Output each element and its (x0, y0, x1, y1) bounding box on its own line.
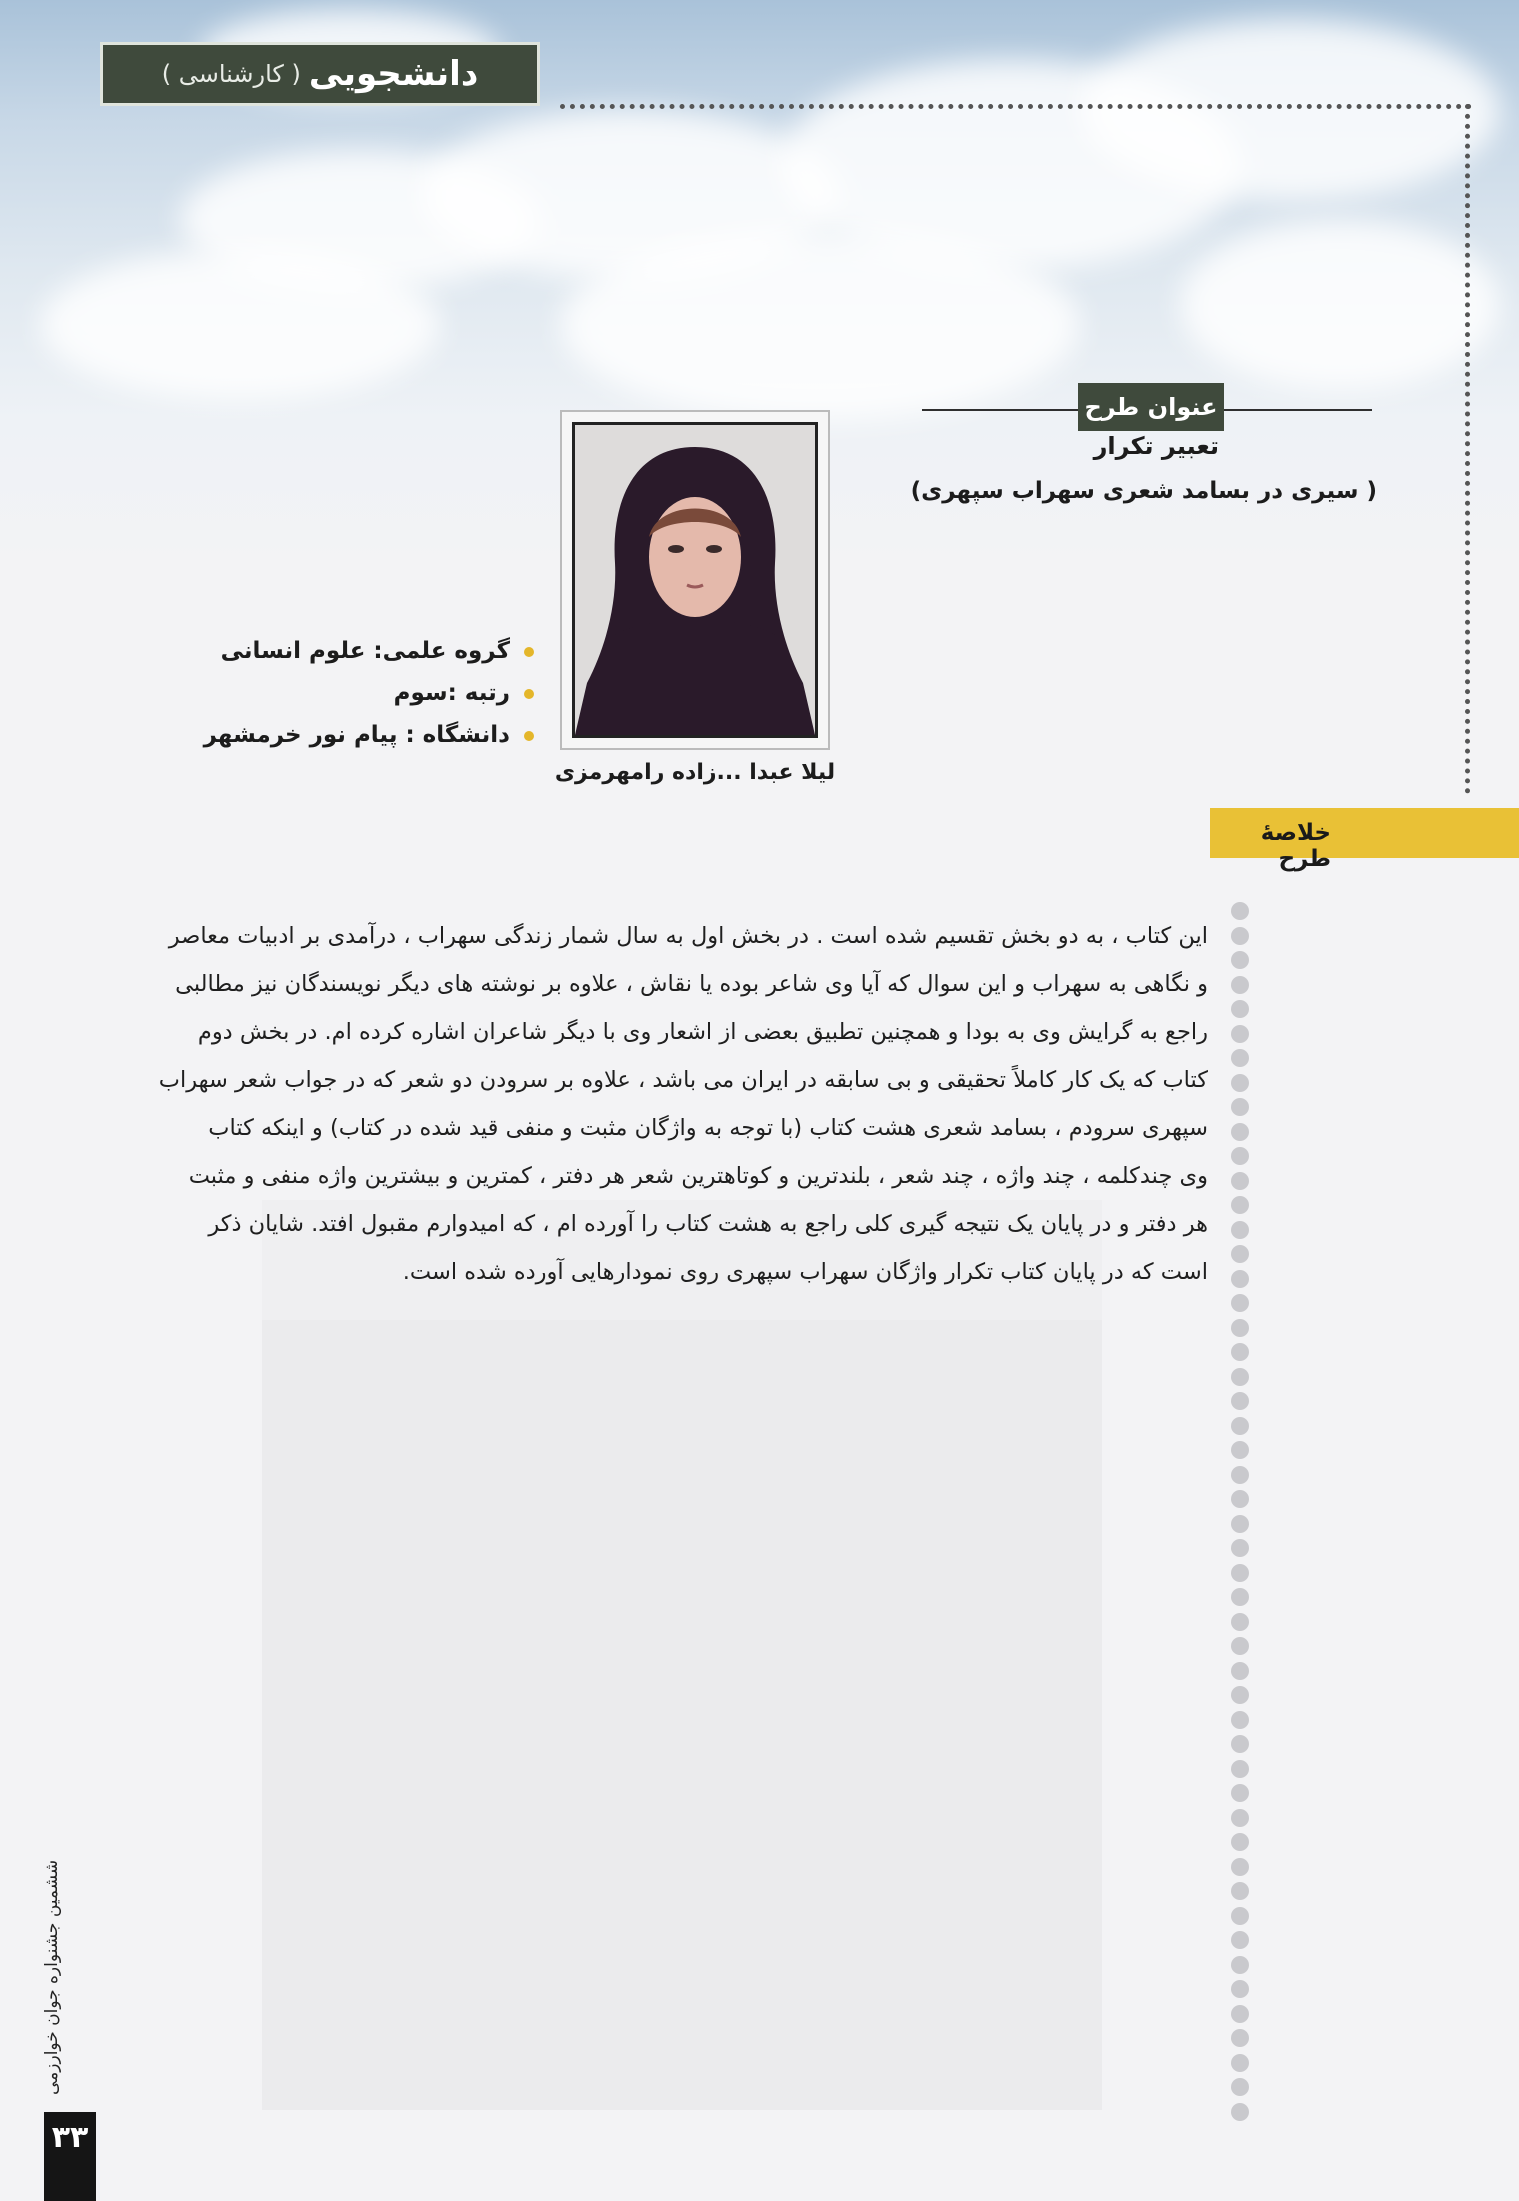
decorative-dot (1231, 1613, 1249, 1631)
decorative-dot (1231, 1294, 1249, 1312)
decorative-dot (1231, 1662, 1249, 1680)
decorative-dot (1231, 902, 1249, 920)
decorative-dot (1231, 1564, 1249, 1582)
decorative-dot (1231, 1858, 1249, 1876)
decorative-dot (1231, 1417, 1249, 1435)
summary-label (1210, 808, 1519, 872)
decorative-dot (1231, 1196, 1249, 1214)
decorative-dot (1231, 1392, 1249, 1410)
decorative-dot (1231, 2078, 1249, 2096)
decorative-dot (1231, 1147, 1249, 1165)
background-panel (262, 1320, 1102, 2110)
info-item-group: گروه علمی: علوم انسانی (204, 630, 534, 672)
bullet-icon (524, 689, 534, 699)
page-number: ۳۳ (44, 2112, 96, 2201)
decorative-dot (1231, 1760, 1249, 1778)
decorative-dot (1231, 1441, 1249, 1459)
decorative-dot (1231, 1368, 1249, 1386)
decorative-dot (1231, 1098, 1249, 1116)
decorative-dot (1231, 1980, 1249, 1998)
decorative-dot (1231, 1784, 1249, 1802)
decorative-dot (1231, 951, 1249, 969)
decorative-dot (1231, 976, 1249, 994)
decorative-dot (1231, 1833, 1249, 1851)
decorative-dot (1231, 2054, 1249, 2072)
dotted-column (1231, 902, 1251, 2122)
section-header (100, 42, 540, 106)
decorative-dot (1231, 1049, 1249, 1067)
decorative-dot (1231, 1172, 1249, 1190)
project-title: تعبیر تکرار (1093, 432, 1219, 460)
decorative-dot (1231, 2029, 1249, 2047)
decorative-dot (1231, 1686, 1249, 1704)
decorative-dot (1231, 2103, 1249, 2121)
info-item-university: دانشگاه : پیام نور خرمشهر (204, 714, 534, 756)
abstract-text (94, 912, 1208, 1296)
decorative-dot (1231, 1809, 1249, 1827)
decorative-dot (1231, 1539, 1249, 1557)
decorative-dot (1231, 1735, 1249, 1753)
decorative-dot (1231, 1123, 1249, 1141)
decorative-dot (1231, 1882, 1249, 1900)
abstract-line: این کتاب ، به دو بخش تقسیم شده است . در بخش اول به سال شمار زندگی سهراب ، درآمدی بر ادبیات معاصر (168, 923, 1208, 949)
decorative-dot (1231, 1907, 1249, 1925)
header-sub-text: ( کارشناسی ) (161, 60, 301, 88)
abstract-line: سپهری سرودم ، بسامد شعری هشت کتاب (با توجه به واژگان مثبت و منفی قید شده در کتاب) و اینکه کتاب (208, 1115, 1208, 1141)
bullet-icon (524, 731, 534, 741)
header-main-text: دانشجویی (308, 54, 479, 94)
decorative-dot (1231, 1490, 1249, 1508)
abstract-line: است که در پایان کتاب تکرار واژگان سهراب سپهری روی نمودارهایی آورده شده است. (402, 1259, 1208, 1285)
decorative-dot (1231, 1588, 1249, 1606)
abstract-line: کتاب که یک کار کاملاً تحقیقی و بی سابقه در ایران می باشد ، علاوه بر سرودن دو شعر که در جواب شعر سهراب (158, 1067, 1208, 1093)
decorative-dot (1231, 1074, 1249, 1092)
project-title-label: عنوان طرح (1078, 383, 1224, 431)
person-name: لیلا عبدا ...زاده رامهرمزی (554, 760, 836, 785)
decorative-dot (1231, 1711, 1249, 1729)
decorative-dot (1231, 2005, 1249, 2023)
portrait-photo (560, 410, 830, 750)
dotted-border-top (560, 104, 1472, 109)
decorative-dot (1231, 927, 1249, 945)
info-list (204, 630, 534, 756)
abstract-line: و نگاهی به سهراب و این سوال که آیا وی شاعر بوده یا نقاش ، علاوه بر نوشته های دیگر نویسندگان نیز مطالبی (175, 971, 1208, 997)
decorative-dot (1231, 1000, 1249, 1018)
abstract-line: هر دفتر و در پایان یک نتیجه گیری کلی راجع به هشت کتاب را آورده ام ، که امیدوارم مقبول افتد. شایان ذکر (208, 1211, 1208, 1237)
decorative-dot (1231, 1466, 1249, 1484)
decorative-dot (1231, 1956, 1249, 1974)
decorative-dot (1231, 1245, 1249, 1263)
decorative-dot (1231, 1637, 1249, 1655)
decorative-dot (1231, 1343, 1249, 1361)
dotted-border-right (1465, 104, 1470, 794)
decorative-dot (1231, 1270, 1249, 1288)
summary-label-text: خلاصهٔ طرح (1260, 820, 1331, 872)
decorative-dot (1231, 1221, 1249, 1239)
decorative-dot (1231, 1319, 1249, 1337)
info-item-rank: رتبه :سوم (204, 672, 534, 714)
abstract-line: راجع به گرایش وی به بودا و همچنین تطبیق بعضی از اشعار وی با دیگر شاعران اشاره کرده ام. در بخش دوم (197, 1019, 1208, 1045)
abstract-line: وی چندکلمه ، چند واژه ، چند شعر ، بلندترین و کوتاهترین شعر هر دفتر ، کمترین و بیشترین واژه منفی و مثبت (188, 1163, 1208, 1189)
decorative-dot (1231, 1515, 1249, 1533)
festival-name: ششمین جشنواره جوان خوارزمی (42, 1860, 62, 2096)
decorative-dot (1231, 1931, 1249, 1949)
bullet-icon (524, 647, 534, 657)
decorative-dot (1231, 1025, 1249, 1043)
project-subtitle: ( سیری در بسامد شعری سهراب سپهری) (910, 478, 1377, 504)
